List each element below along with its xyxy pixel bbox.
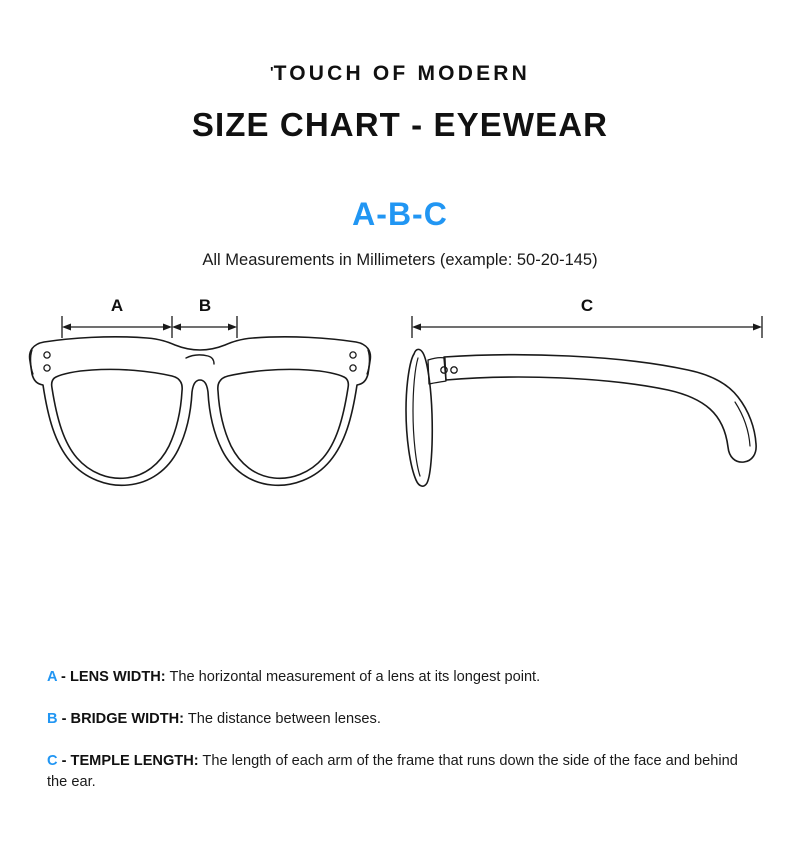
abc-heading: A-B-C [352,196,448,232]
arrow-c-head-left [412,324,421,331]
side-hinge-block [428,358,446,384]
side-rivet-2 [451,367,457,373]
legend-term-lens-width: LENS WIDTH: [69,669,166,685]
legend-desc-lens-width: The horizontal measurement of a lens at its longest point. [165,669,541,685]
legend-dash-b: - [57,711,71,728]
legend-term-temple-length: TEMPLE LENGTH: [70,753,199,770]
side-view-group [406,349,756,486]
label-a: A [110,298,124,315]
arrow-b-head-right [228,324,237,331]
legend-term-bridge-width: BRIDGE WIDTH: [70,711,185,728]
eyewear-diagram [0,298,800,538]
label-b: B [198,298,212,315]
page-title: SIZE CHART - EYEWEAR [191,106,609,143]
legend-desc-temple-length: The length of each arm of the frame that runs down the side of the face and behind the ear. [47,753,738,791]
legend-item-temple-length [47,751,753,793]
legend-item-lens-width [47,667,753,688]
arrow-a-head-left [62,324,71,331]
measurement-units-note: All Measurements in Millimeters (example: 50-20-145) [202,251,598,269]
rivet-left-top [44,352,50,358]
brand-tick-mark: ' [269,64,274,81]
legend-key-a: A [47,669,57,685]
arrow-c-head-right [753,324,762,331]
side-rim-inner [413,358,420,476]
eyewear-diagram-svg [0,298,800,538]
front-measure-group [62,316,237,338]
legend-dash-c: - [57,753,71,770]
temple-arm [444,355,756,462]
legend-desc-bridge-width: The distance between lenses. [184,711,381,728]
rivet-right-bottom [350,365,356,371]
legend-key-c: C [47,753,58,770]
arrow-a-head-right [163,324,172,331]
size-chart-page [0,62,800,862]
rivet-left-bottom [44,365,50,371]
side-rivet-1 [441,367,447,373]
temple-tip-inner [735,402,750,446]
legend-dash-a: - [57,669,70,685]
rivet-right-top [350,352,356,358]
arrow-b-head-left [172,324,181,331]
legend-key-b: B [47,711,58,728]
legend [47,667,753,815]
bridge-detail [186,355,214,364]
label-c: C [580,298,594,315]
brand-wordmark [0,62,800,86]
brand-name: TOUCH OF MODERN [273,62,531,85]
legend-item-bridge-width [47,709,753,730]
side-measure-group [412,316,762,338]
front-view-group [30,337,371,486]
